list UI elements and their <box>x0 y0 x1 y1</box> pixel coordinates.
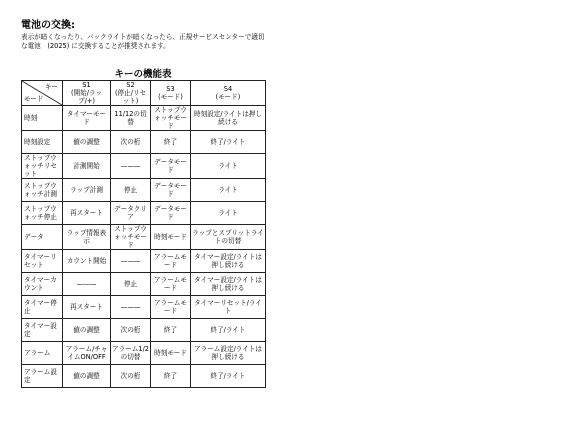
header-s4 <box>191 81 266 106</box>
header-s1-key: S1 <box>82 81 91 89</box>
table-row <box>22 179 266 202</box>
s2-cell: 11/12の切替 <box>111 106 151 131</box>
s4-cell: 時刻設定/ライトは押し続ける <box>191 106 266 131</box>
s2-cell: ——— <box>111 154 151 179</box>
s1-cell: カウント開始 <box>63 250 111 273</box>
header-s3 <box>151 81 191 106</box>
table-header-row <box>22 81 266 106</box>
s2-cell: ——— <box>111 296 151 319</box>
s3-cell: アラームモード <box>151 250 191 273</box>
s2-cell: データクリア <box>111 202 151 225</box>
mode-cell: アラーム <box>22 342 63 365</box>
table-row <box>22 319 266 342</box>
header-s4-desc: (モード) <box>215 93 241 101</box>
s2-cell: 次の桁 <box>111 131 151 154</box>
s4-cell: 終了/ライト <box>191 319 266 342</box>
s3-cell: 時刻モード <box>151 342 191 365</box>
s2-cell: 次の桁 <box>111 319 151 342</box>
header-s2-key: S2 <box>126 81 135 89</box>
battery-title: 電池の交換: <box>21 20 75 31</box>
s3-cell: データモード <box>151 154 191 179</box>
mode-cell: アラーム設定 <box>22 365 63 388</box>
battery-body: 表示が暗くなったり、バックライトが暗くなったら、正規サービスセンターで適切な電池 (2025) に交換することが推奨されます。 <box>21 33 265 50</box>
table-row <box>22 273 266 296</box>
s4-cell: 終了/ライト <box>191 131 266 154</box>
table-row <box>22 225 266 250</box>
s1-cell: 値の調整 <box>63 365 111 388</box>
mode-cell: 時刻 <box>22 106 63 131</box>
table-row <box>22 342 266 365</box>
header-s3-desc: (モード) <box>158 93 183 101</box>
s3-cell: 終了 <box>151 319 191 342</box>
mode-cell: タイマーリセット <box>22 250 63 273</box>
s2-cell: 次の桁 <box>111 365 151 388</box>
s2-cell: ——— <box>111 250 151 273</box>
s1-cell: ——— <box>63 273 111 296</box>
s1-cell: 値の調整 <box>63 131 111 154</box>
s1-cell: ラップ計測 <box>63 179 111 202</box>
s4-cell: タイマーリセット/ライト <box>191 296 266 319</box>
s3-cell: データモード <box>151 202 191 225</box>
s3-cell: ストップウォッチモード <box>151 106 191 131</box>
s4-cell: ラップとスプリットライトの切替 <box>191 225 266 250</box>
mode-cell: タイマーカウント <box>22 273 63 296</box>
table-row <box>22 296 266 319</box>
table-row <box>22 250 266 273</box>
header-s2-desc: (停止/リセット) <box>114 89 147 105</box>
s4-cell: 終了/ライト <box>191 365 266 388</box>
s3-cell: アラームモード <box>151 273 191 296</box>
s1-cell: 再スタート <box>63 202 111 225</box>
mode-cell: ストップウォッチ計測 <box>22 179 63 202</box>
s3-cell: 終了 <box>151 365 191 388</box>
s4-cell: ライト <box>191 202 266 225</box>
mode-cell: 時刻設定 <box>22 131 63 154</box>
table-row <box>22 154 266 179</box>
table-row <box>22 131 266 154</box>
s1-cell: 値の調整 <box>63 319 111 342</box>
table-title: キーの機能表 <box>114 69 172 80</box>
s4-cell: ライト <box>191 179 266 202</box>
s1-cell: 再スタート <box>63 296 111 319</box>
header-s1-desc: (開始/ラップ/+) <box>70 89 103 105</box>
s2-cell: 停止 <box>111 273 151 296</box>
s1-cell: アラーム/チャイムON/OFF <box>63 342 111 365</box>
corner-cell <box>22 81 63 106</box>
mode-cell: タイマー停止 <box>22 296 63 319</box>
header-s1 <box>63 81 111 106</box>
header-s3-key: S3 <box>166 85 175 93</box>
s2-cell: アラーム1/2の切替 <box>111 342 151 365</box>
s4-cell: アラーム設定/ライトは押し続ける <box>191 342 266 365</box>
s1-cell: 計測開始 <box>63 154 111 179</box>
table-row <box>22 106 266 131</box>
s1-cell: タイマーモード <box>63 106 111 131</box>
key-function-table <box>21 80 266 388</box>
battery-section <box>21 20 271 51</box>
s4-cell: タイマー設定/ライトは押し続ける <box>191 250 266 273</box>
header-s4-key: S4 <box>223 85 233 93</box>
mode-cell: タイマー設定 <box>22 319 63 342</box>
s3-cell: データモード <box>151 179 191 202</box>
header-s2 <box>111 81 151 106</box>
mode-cell: ストップウォッチリセット <box>22 154 63 179</box>
s3-cell: 時刻モード <box>151 225 191 250</box>
s2-cell: ストップウォッチモード <box>111 225 151 250</box>
table-row <box>22 202 266 225</box>
s3-cell: 終了 <box>151 131 191 154</box>
corner-key-label: キー <box>44 83 58 91</box>
s1-cell: ラップ情報表示 <box>63 225 111 250</box>
corner-mode-label: モード <box>24 95 44 103</box>
s4-cell: ライト <box>191 154 266 179</box>
mode-cell: ストップウォッチ停止 <box>22 202 63 225</box>
mode-cell: データ <box>22 225 63 250</box>
s4-cell: タイマー設定/ライトは押し続ける <box>191 273 266 296</box>
s3-cell: アラームモード <box>151 296 191 319</box>
table-row <box>22 365 266 388</box>
s2-cell: 停止 <box>111 179 151 202</box>
